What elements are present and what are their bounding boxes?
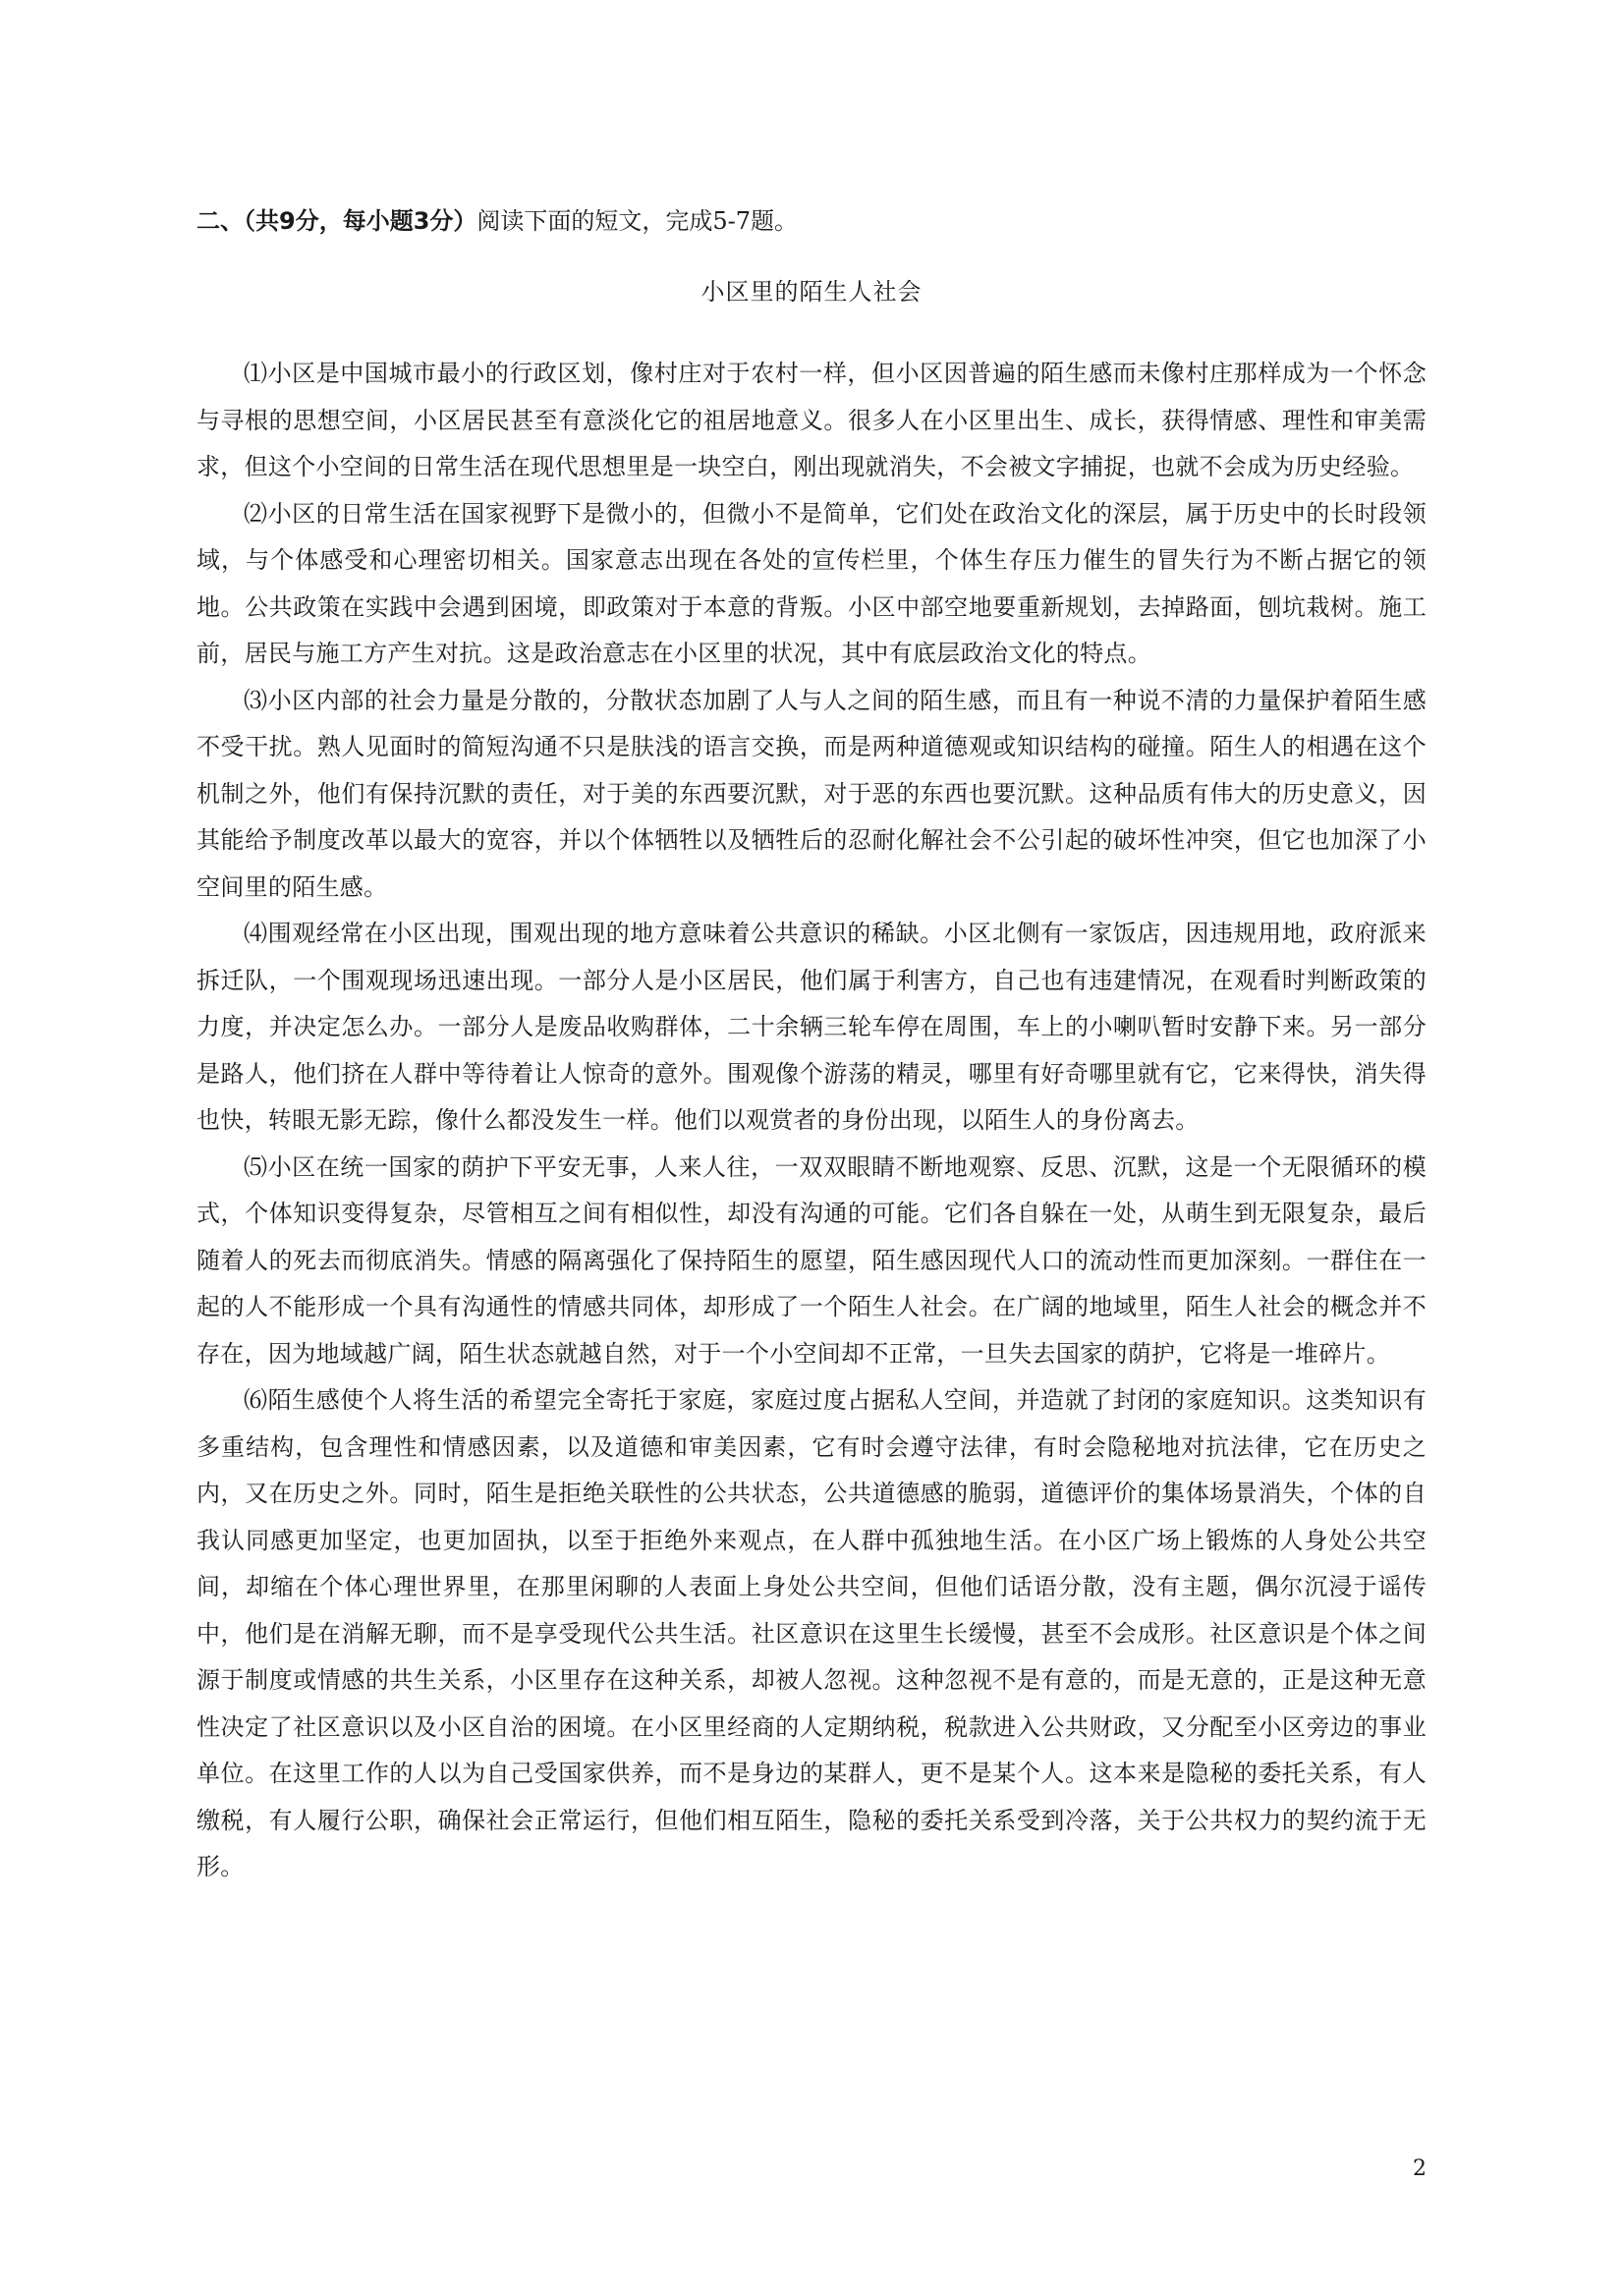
question-instruction: 阅读下面的短文，完成5-7题。: [476, 207, 799, 235]
page-number: 2: [1413, 2156, 1427, 2181]
document-page: [196, 201, 1427, 1891]
article-title: 小区里的陌生人社会: [700, 278, 923, 306]
paragraph-2: ⑵小区的日常生活在国家视野下是微小的，但微小不是简单，它们处在政治文化的深层，属于历史中的长时段领域，与个体感受和心理密切相关。国家意志出现在各处的宣传栏里，个体生存压力催生的冒失行为不断占据它的领地。公共政策在实践中会遇到困境，即政策对于本意的背叛。小区中部空地要重新规划，去掉路面，刨坑栽树。施工前，居民与施工方产生对抗。这是政治意志在小区里的状况，其中有底层政治文化的特点。: [196, 499, 1427, 667]
paragraph-5: ⑸小区在统一国家的荫护下平安无事，人来人往，一双双眼睛不断地观察、反思、沉默，这是一个无限循环的模式，个体知识变得复杂，尽管相互之间有相似性，却没有沟通的可能。它们各自躲在一处，从萌生到无限复杂，最后随着人的死去而彻底消失。情感的隔离强化了保持陌生的愿望，陌生感因现代人口的流动性而更加深刻。一群住在一起的人不能形成一个具有沟通性的情感共同体，却形成了一个陌生人社会。在广阔的地域里，陌生人社会的概念并不存在，因为地域越广阔，陌生状态就越自然，对于一个小空间却不正常，一旦失去国家的荫护，它将是一堆碎片。: [196, 1152, 1427, 1368]
paragraph-4: ⑷围观经常在小区出现，围观出现的地方意味着公共意识的稀缺。小区北侧有一家饭店，因违规用地，政府派来拆迁队，一个围观现场迅速出现。一部分人是小区居民，他们属于利害方，自己也有违建情况，在观看时判断政策的力度，并决定怎么办。一部分人是废品收购群体，二十余辆三轮车停在周围，车上的小喇叭暂时安静下来。另一部分是路人，他们挤在人群中等待着让人惊奇的意外。围观像个游荡的精灵，哪里有好奇哪里就有它，它来得快，消失得也快，转眼无影无踪，像什么都没发生一样。他们以观赏者的身份出现，以陌生人的身份离去。: [196, 920, 1427, 1134]
paragraph-6: ⑹陌生感使个人将生活的希望完全寄托于家庭，家庭过度占据私人空间，并造就了封闭的家庭知识。这类知识有多重结构，包含理性和情感因素，以及道德和审美因素，它有时会遵守法律，有时会隐秘地对抗法律，它在历史之内，又在历史之外。同时，陌生是拒绝关联性的公共状态，公共道德感的脆弱，道德评价的集体场景消失，个体的自我认同感更加坚定，也更加固执，以至于拒绝外来观点，在人群中孤独地生活。在小区广场上锻炼的人身处公共空间，却缩在个体心理世界里，在那里闲聊的人表面上身处公共空间，但他们话语分散，没有主题，偶尔沉浸于谣传中，他们是在消解无聊，而不是享受现代公共生活。社区意识在这里生长缓慢，甚至不会成形。社区意识是个体之间源于制度或情感的共生关系，小区里存在这种关系，却被人忽视。这种忽视不是有意的，而是无意的，正是这种无意性决定了社区意识以及小区自治的困境。在小区里经商的人定期纳税，税款进入公共财政，又分配至小区旁边的事业单位。在这里工作的人以为自己受国家供养，而不是身边的某群人，更不是某个人。这本来是隐秘的委托关系，有人缴税，有人履行公职，确保社会正常运行，但他们相互陌生，隐秘的委托关系受到冷落，关于公共权力的契约流于无形。: [196, 1386, 1427, 1880]
paragraph-3: ⑶小区内部的社会力量是分散的，分散状态加剧了人与人之间的陌生感，而且有一种说不清的力量保护着陌生感不受干扰。熟人见面时的简短沟通不只是肤浅的语言交换，而是两种道德观或知识结构的碰撞。陌生人的相遇在这个机制之外，他们有保持沉默的责任，对于美的东西要沉默，对于恶的东西也要沉默。这种品质有伟大的历史意义，因其能给予制度改革以最大的宽容，并以个体牺牲以及牺牲后的忍耐化解社会不公引起的破坏性冲突，但它也加深了小空间里的陌生感。: [196, 686, 1427, 901]
article-body: [196, 351, 1427, 1891]
score-info: （共9分，每小题3分）: [244, 207, 477, 235]
question-prefix: 二、: [196, 207, 244, 235]
paragraph-1: ⑴小区是中国城市最小的行政区划，像村庄对于农村一样，但小区因普遍的陌生感而未像村庄那样成为一个怀念与寻根的思想空间，小区居民甚至有意淡化它的祖居地意义。很多人在小区里出生、成长，获得情感、理性和审美需求，但这个小空间的日常生活在现代思想里是一块空白，刚出现就消失，不会被文字捕捉，也就不会成为历史经验。: [196, 360, 1427, 480]
question-heading: [196, 201, 1427, 241]
